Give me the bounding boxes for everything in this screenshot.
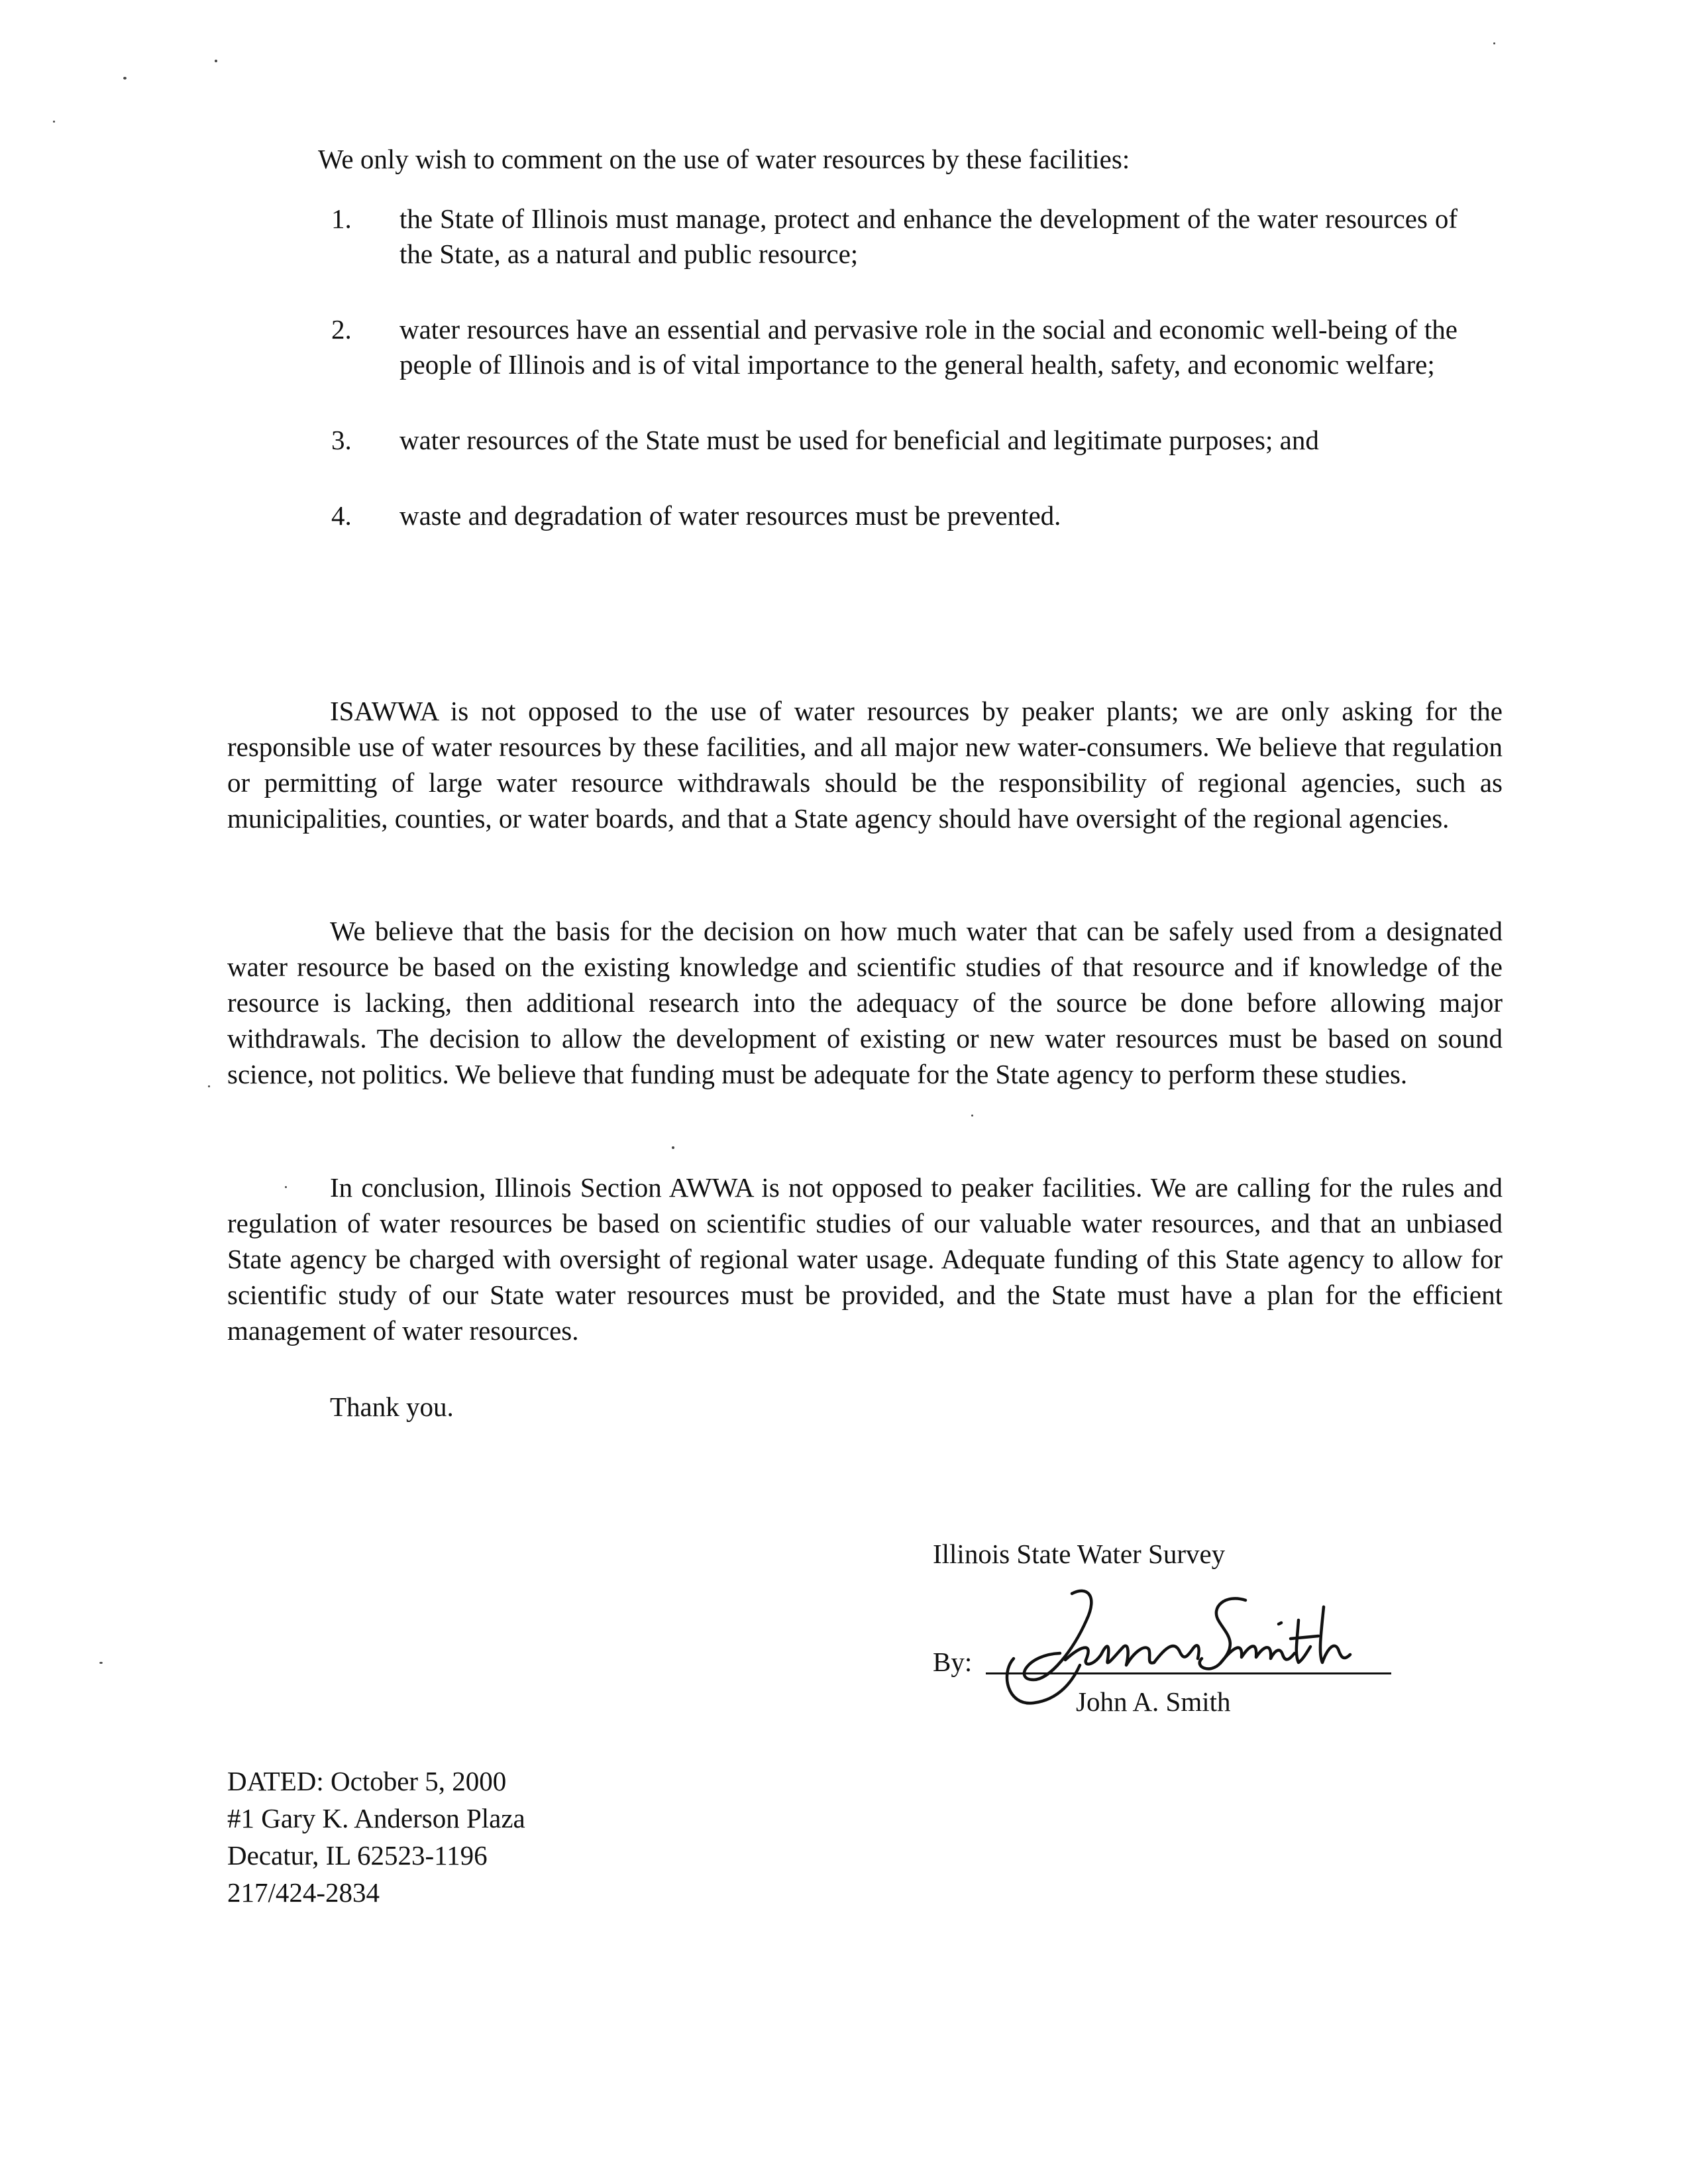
numbered-list [331, 201, 1458, 533]
body-paragraph: ISAWWA is not opposed to the use of water resources by peaker plants; we are only asking for the responsible use of water resources by these facilities, and all major new water-consumers. We believe that regulation or permitting of large water resource withdrawals should be the responsibility of regional agencies, such as municipalities, counties, or water boards, and that a State agency should have oversight of the regional agencies. [227, 696, 1503, 834]
phone-line: 217/424-2834 [227, 1877, 380, 1908]
signature-line [986, 1672, 1391, 1674]
closing-text: Thank you. [330, 1392, 454, 1422]
scan-speck [208, 1085, 210, 1087]
scan-speck [971, 1115, 973, 1117]
scan-speck [53, 121, 55, 123]
list-item [331, 312, 1458, 382]
intro-text: We only wish to comment on the use of water resources by these facilities: [318, 144, 1130, 174]
scan-speck [1493, 42, 1495, 44]
address-line: #1 Gary K. Anderson Plaza [227, 1803, 525, 1833]
signer-name: John A. Smith [1076, 1686, 1231, 1717]
list-item [331, 498, 1458, 533]
list-item-number: 2. [331, 314, 352, 345]
scan-speck [285, 1186, 287, 1188]
list-item-text: water resources have an essential and pervasive role in the social and economic well-being of the people of Illinois and is of vital importance to the general health, safety, and economic welfare; [399, 314, 1458, 380]
address-block [227, 1763, 525, 1911]
scan-speck [123, 77, 127, 80]
scan-speck [99, 1662, 103, 1664]
scan-speck [672, 1146, 674, 1149]
dated-line: DATED: October 5, 2000 [227, 1766, 507, 1796]
body-paragraph: We believe that the basis for the decision on how much water that can be safely used from a designated water resource be based on the existing knowledge and scientific studies of that resource and if knowledge of the resource is lacking, then additional research into the adequacy of the source be done before allowing major withdrawals. The decision to allow the development of existing or new water resources must be based on sound science, not politics. We believe that funding must be adequate for the State agency to perform these studies. [227, 916, 1503, 1089]
list-item-text: the State of Illinois must manage, protect and enhance the development of the water resources of the State, as a natural and public resource; [399, 203, 1458, 269]
scan-speck [215, 60, 217, 62]
list-item-number: 3. [331, 425, 352, 455]
list-item [331, 423, 1458, 458]
address-line: Decatur, IL 62523-1196 [227, 1840, 488, 1871]
list-item-number: 4. [331, 500, 352, 531]
list-item [331, 201, 1458, 272]
organization-name: Illinois State Water Survey [933, 1539, 1226, 1569]
list-item-text: waste and degradation of water resources must be prevented. [399, 500, 1061, 531]
list-item-number: 1. [331, 203, 352, 234]
body-paragraph: In conclusion, Illinois Section AWWA is not opposed to peaker facilities. We are calling for the rules and regulation of water resources be based on scientific studies of our valuable water resources, and that an unbiased State agency be charged with oversight of regional water usage. Adequate funding of this State agency to allow for scientific study of our State water resources must be provided, and the State must have a plan for the efficient management of water resources. [227, 1172, 1503, 1346]
by-label: By: [933, 1647, 973, 1677]
list-item-text: water resources of the State must be used for beneficial and legitimate purposes; and [399, 425, 1319, 455]
